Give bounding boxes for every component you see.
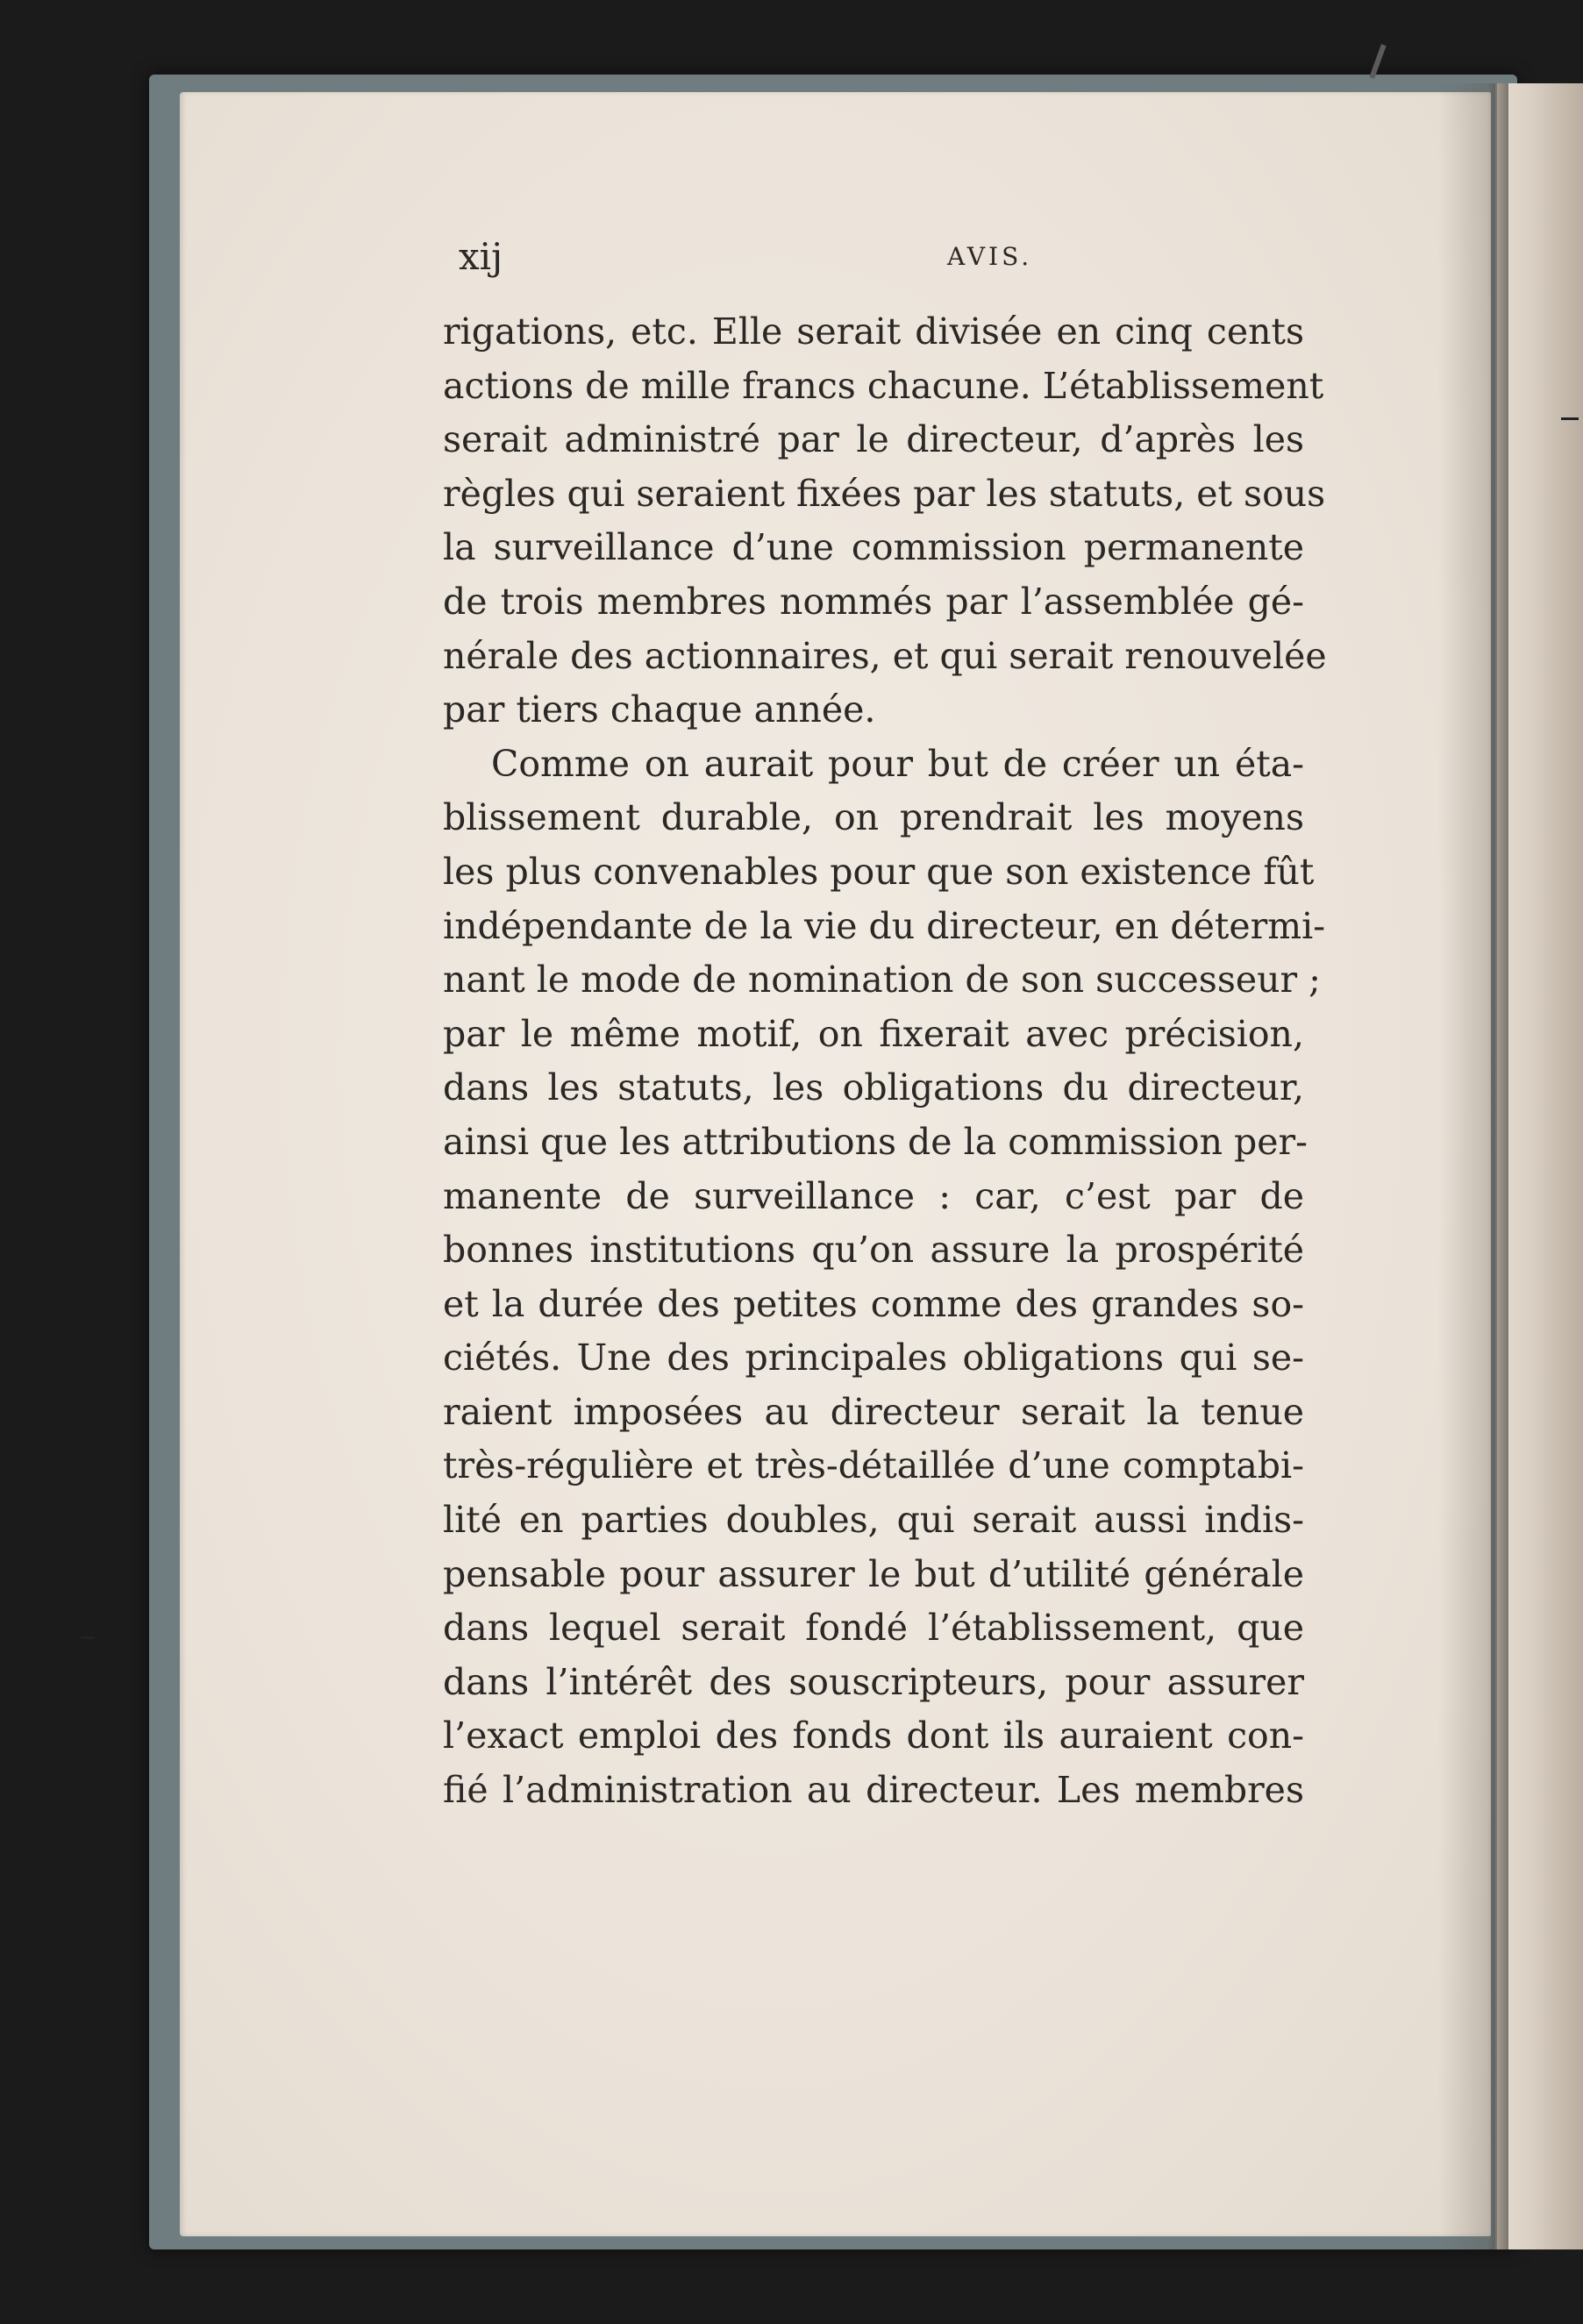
text-line: blissement durable, on prendrait les moyens — [443, 796, 1304, 839]
text-line: Comme on aurait pour but de créer un éta- — [491, 742, 1304, 785]
text-line: nérale des actionnaires, et qui serait renouvelée — [443, 634, 1327, 677]
text-line: dans lequel serait fondé l’établissement, que — [443, 1607, 1304, 1650]
text-line: et la durée des petites comme des grandes so- — [443, 1282, 1304, 1325]
text-line: par le même motif, on fixerait avec précision, — [443, 1012, 1304, 1055]
text-line: règles qui seraient fixées par les statuts, et sous — [443, 472, 1326, 515]
text-line: lité en parties doubles, qui serait aussi indis- — [443, 1499, 1304, 1542]
facing-page-edge — [1495, 83, 1583, 2249]
text-line: la surveillance d’une commission permanente — [443, 526, 1304, 569]
running-head — [281, 235, 1289, 279]
text-line: indépendante de la vie du directeur, en détermi- — [443, 904, 1326, 947]
text-line: très-régulière et très-détaillée d’une comptabi- — [443, 1444, 1304, 1487]
text-line: actions de mille francs chacune. L’établissement — [443, 364, 1324, 407]
body-text — [443, 305, 1327, 1818]
page-gutter-shadow — [1438, 83, 1508, 2249]
text-line: manente de surveillance : car, c’est par de — [443, 1174, 1304, 1217]
text-line: ainsi que les attributions de la commission per- — [443, 1120, 1308, 1163]
text-line: ciétés. Une des principales obligations qui se- — [443, 1337, 1304, 1379]
margin-mark-right — [1561, 417, 1579, 420]
text-line: fié l’administration au directeur. Les membres — [443, 1769, 1304, 1812]
text-line: dans l’intérêt des souscripteurs, pour assurer — [443, 1660, 1304, 1703]
text-line: serait administré par le directeur, d’après les — [443, 418, 1304, 461]
margin-mark-left — [81, 1636, 95, 1639]
text-line: dans les statuts, les obligations du directeur, — [443, 1066, 1304, 1109]
text-line: de trois membres nommés par l’assemblée gé- — [443, 580, 1304, 623]
running-title: AVIS. — [947, 242, 1033, 271]
text-line: raient imposées au directeur serait la tenue — [443, 1390, 1304, 1433]
text-line: nant le mode de nomination de son successeur ; — [443, 959, 1321, 1002]
text-line: bonnes institutions qu’on assure la prospérité — [443, 1229, 1304, 1272]
text-line: rigations, etc. Elle serait divisée en cinq cents — [443, 310, 1304, 353]
page-number: xij — [459, 235, 503, 278]
text-line: pensable pour assurer le but d’utilité générale — [443, 1552, 1304, 1595]
text-line: l’exact emploi des fonds dont ils auraient con- — [443, 1714, 1304, 1757]
text-line: par tiers chaque année. — [443, 688, 876, 731]
margin-mark-corner — [1369, 44, 1386, 79]
text-line: les plus convenables pour que son existence fût — [443, 850, 1315, 893]
